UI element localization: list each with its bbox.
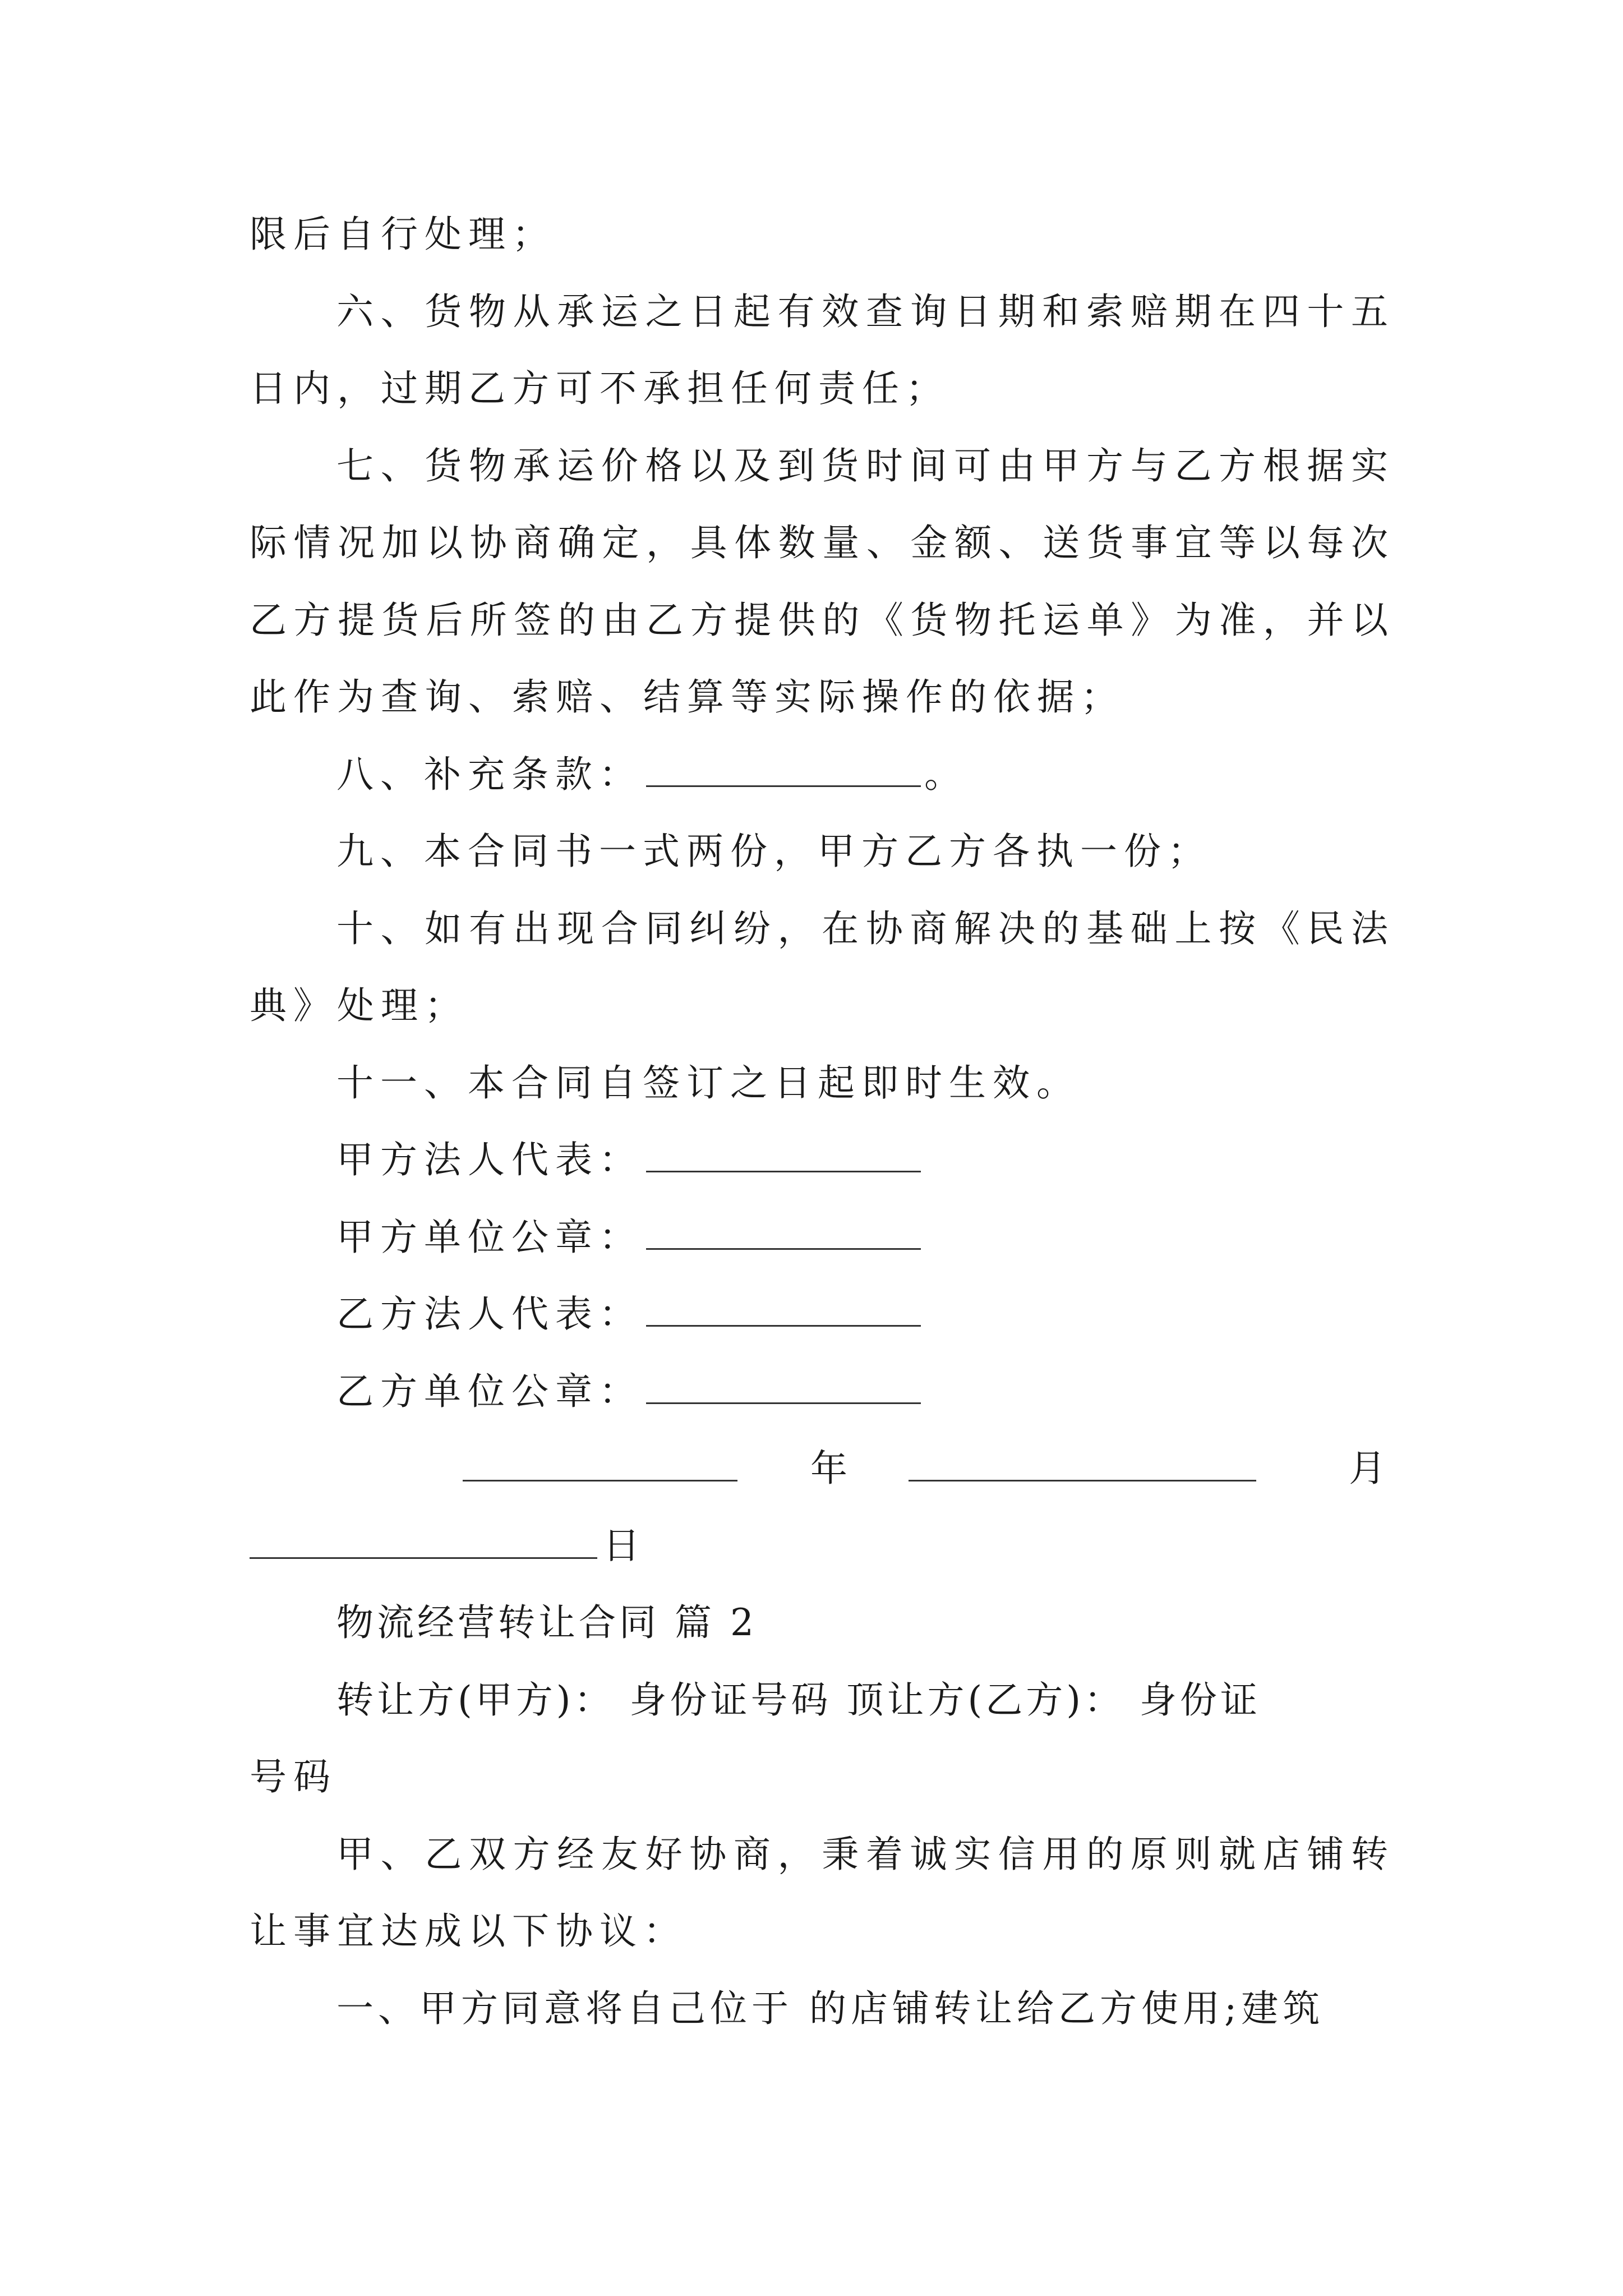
day-blank xyxy=(250,1518,597,1559)
day-label: 日 xyxy=(603,1524,640,1567)
month-label: 月 xyxy=(1349,1447,1386,1490)
signature-row xyxy=(336,1364,1388,1420)
date-row-day xyxy=(250,1518,1388,1574)
clause-8-label: 八、补充条款： xyxy=(336,753,643,796)
section-2-title: 物流经营转让合同 篇 2 xyxy=(336,1601,757,1644)
signature-blank xyxy=(646,1290,921,1327)
month-blank xyxy=(909,1441,1256,1481)
clause-7-line-1: 七、货物承运价格以及到货时间可由甲方与乙方根据实 xyxy=(336,444,1388,487)
parties-line-2: 号码 xyxy=(250,1755,337,1798)
intro-line-1: 甲、乙双方经友好协商，秉着诚实信用的原则就店铺转 xyxy=(336,1833,1388,1876)
clause-6-line-2: 日内，过期乙方可不承担任何责任； xyxy=(250,367,949,410)
clause-6-line-1: 六、货物从承运之日起有效查询日期和索赔期在四十五 xyxy=(336,290,1388,333)
supplement-blank xyxy=(646,751,921,787)
clause-9-line: 九、本合同书一式两份，甲方乙方各执一份； xyxy=(336,830,1211,873)
clause-7-line-2: 际情况加以协商确定，具体数量、金额、送货事宜等以每次 xyxy=(250,521,1388,564)
signature-label: 乙方单位公章： xyxy=(336,1370,643,1413)
clause-10-line-2: 典》处理； xyxy=(250,984,468,1027)
signature-row xyxy=(336,1132,1388,1188)
year-blank xyxy=(463,1441,737,1481)
signature-label: 甲方法人代表： xyxy=(336,1138,643,1181)
signature-blank xyxy=(646,1136,921,1172)
signature-blank xyxy=(646,1368,921,1404)
signature-blank xyxy=(646,1213,921,1250)
intro-line-2: 让事宜达成以下协议： xyxy=(250,1910,687,1953)
text-line: 限后自行处理； xyxy=(250,213,556,256)
clause-1-line: 一、甲方同意将自己位于 的店铺转让给乙方使用;建筑 xyxy=(336,1987,1325,2030)
clause-7-line-4: 此作为查询、索赔、结算等实际操作的依据； xyxy=(250,675,1124,719)
signature-row xyxy=(336,1209,1388,1266)
signature-label: 乙方法人代表： xyxy=(336,1292,643,1336)
signature-label: 甲方单位公章： xyxy=(336,1216,643,1259)
signature-row xyxy=(336,1286,1388,1342)
clause-8-period: 。 xyxy=(924,753,968,796)
parties-line-1: 转让方(甲方)： 身份证号码 顶让方(乙方)： 身份证 xyxy=(336,1678,1261,1722)
date-row xyxy=(250,1441,1388,1497)
clause-11-line: 十一、本合同自签订之日起即时生效。 xyxy=(336,1061,1080,1105)
clause-10-line-1: 十、如有出现合同纠纷，在协商解决的基础上按《民法 xyxy=(336,907,1388,950)
clause-7-line-3: 乙方提货后所签的由乙方提供的《货物托运单》为准，并以 xyxy=(250,599,1388,642)
year-label: 年 xyxy=(810,1447,847,1490)
clause-8-line xyxy=(336,747,1388,803)
